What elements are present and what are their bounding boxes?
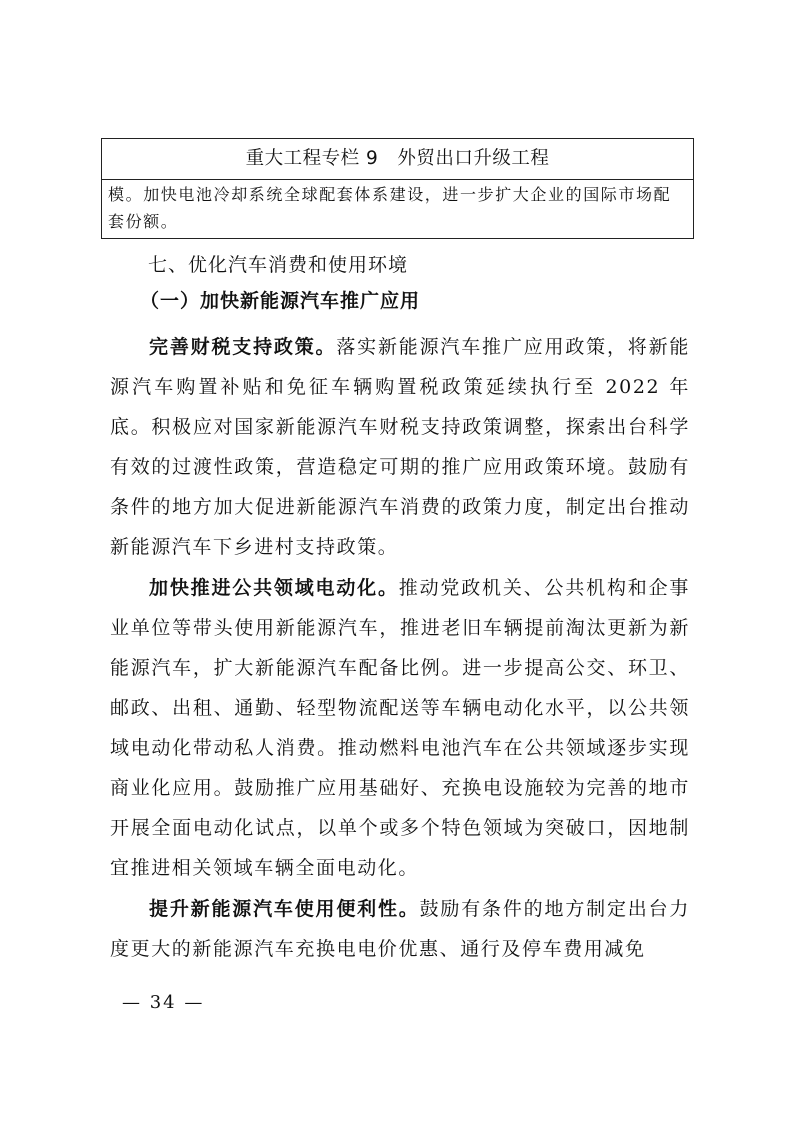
paragraph-text: 落实新能源汽车推广应用政策，将新能源汽车购置补贴和免征车辆购置税政策延续执行至 2022 年底。积极应对国家新能源汽车财税支持政策调整，探索出台科学有效的过渡性政策，营造稳定可期的推广应用政策环境。鼓励有条件的地方加大促进新能源汽车消费的政策力度，制定出台推动新能源汽车下乡进村支持政策。 [110, 336, 690, 558]
paragraph-convenience [110, 889, 690, 969]
paragraph-lead: 完善财税支持政策。 [149, 336, 337, 358]
page-number: — 34 — [122, 992, 205, 1013]
paragraph-lead: 提升新能源汽车使用便利性。 [149, 898, 420, 920]
paragraph-lead: 加快推进公共领域电动化。 [149, 577, 399, 599]
paragraph-text: 推动党政机关、公共机构和企事业单位等带头使用新能源汽车，推进老旧车辆提前淘汰更新为新能源汽车，扩大新能源汽车配备比例。进一步提高公交、环卫、邮政、出租、通勤、轻型物流配送等车辆电动化水平，以公共领域电动化带动私人消费。推动燃料电池汽车在公共领域逐步实现商业化应用。鼓励推广应用基础好、充换电设施较为完善的地市开展全面电动化试点，以单个或多个特色领域为突破口，因地制宜推进相关领域车辆全面电动化。 [110, 577, 691, 879]
project-box-title: 重大工程专栏 9 外贸出口升级工程 [102, 139, 693, 180]
paragraph-text: 鼓励有条件的地方制定出台力度更大的新能源汽车充换电电价优惠、通行及停车费用减免 [110, 898, 690, 960]
paragraph-finance-tax [110, 327, 690, 567]
paragraph-public-electrification [110, 568, 690, 888]
project-box [101, 138, 694, 239]
section-heading: 七、优化汽车消费和使用环境 [148, 254, 409, 276]
project-box-body: 模。加快电池冷却系统全球配套体系建设，进一步扩大企业的国际市场配套份额。 [108, 185, 672, 231]
subsection-heading: （一）加快新能源汽车推广应用 [140, 290, 421, 312]
